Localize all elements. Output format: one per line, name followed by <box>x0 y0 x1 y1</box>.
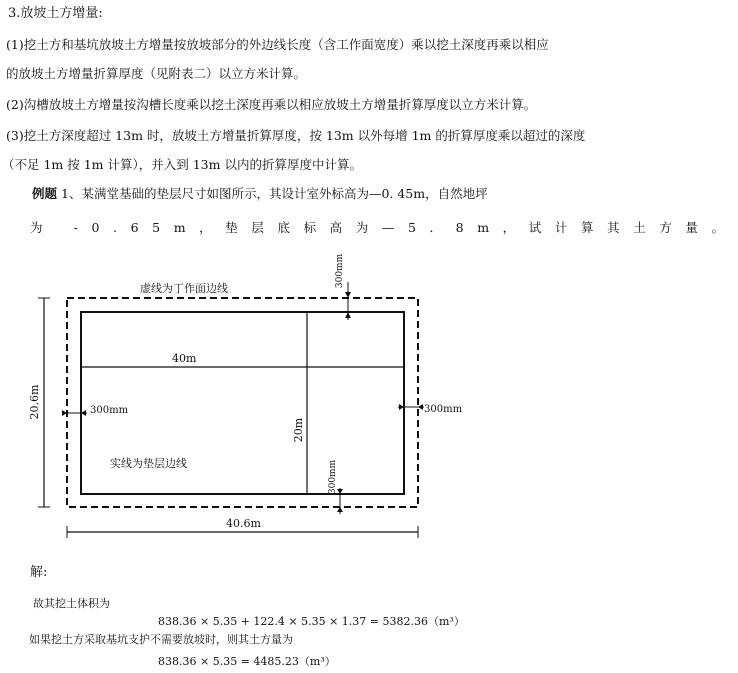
label-solid-boundary: 实线为垫层边线 <box>110 457 187 470</box>
solution-equation-1: 838.36 × 5.35 + 122.4 × 5.35 × 1.37 = 5382.36（m³） <box>158 615 465 628</box>
label-20-6m: 20.6m <box>28 384 41 420</box>
label-300-right: 300mm <box>424 404 463 415</box>
rule-1-line-1: (1)挖土方和基坑放坡土方增量按放坡部分的外边线长度（含工作面宽度）乘以挖土深度再乘以相应 <box>6 37 549 52</box>
label-300-top: 300mm <box>335 253 345 289</box>
solution-note: 如果挖土方采取基坑支护不需要放坡时，则其土方量为 <box>29 633 293 646</box>
label-dashed-boundary: 虚线为丁作面边线 <box>140 282 228 295</box>
section-title: 3.放坡土方增量: <box>8 6 103 21</box>
rule-2: (2)沟槽放坡土方增量按沟槽长度乘以挖土深度再乘以相应放坡土方增量折算厚度以立方米计算。 <box>6 97 537 112</box>
rule-3-line-2: （不足 1m 按 1m 计算），并入到 13m 以内的折算厚度中计算。 <box>2 157 362 172</box>
solution-label: 解: <box>30 565 48 580</box>
example-line-2: 为 -0.65m，垫层底标高为—5．8m，试计算其土方量。 <box>30 220 738 235</box>
example-text-1: 1、某满堂基础的垫层尺寸如图所示，其设计室外标高为—0. 45m，自然地坪 <box>57 186 488 201</box>
solution-intro: 故其挖土体积为 <box>33 597 110 610</box>
label-40-6m: 40.6m <box>226 517 261 530</box>
work-surface-boundary <box>67 298 418 507</box>
example-label: 例题 <box>32 186 58 201</box>
rule-1-line-2: 的放坡土方增量折算厚度（见附表二）以立方米计算。 <box>6 66 307 81</box>
solution-equation-2: 838.36 × 5.35 = 4485.23（m³） <box>158 655 336 668</box>
label-300-bottom: 300mm <box>328 459 338 495</box>
label-20m: 20m <box>292 417 305 443</box>
rule-3-line-1: (3)挖土方深度超过 13m 时，放坡土方增量折算厚度，按 13m 以外每增 1m 的折算厚度乘以超过的深度 <box>6 128 586 143</box>
label-300-left: 300mm <box>90 405 129 416</box>
label-40m: 40m <box>172 352 197 365</box>
